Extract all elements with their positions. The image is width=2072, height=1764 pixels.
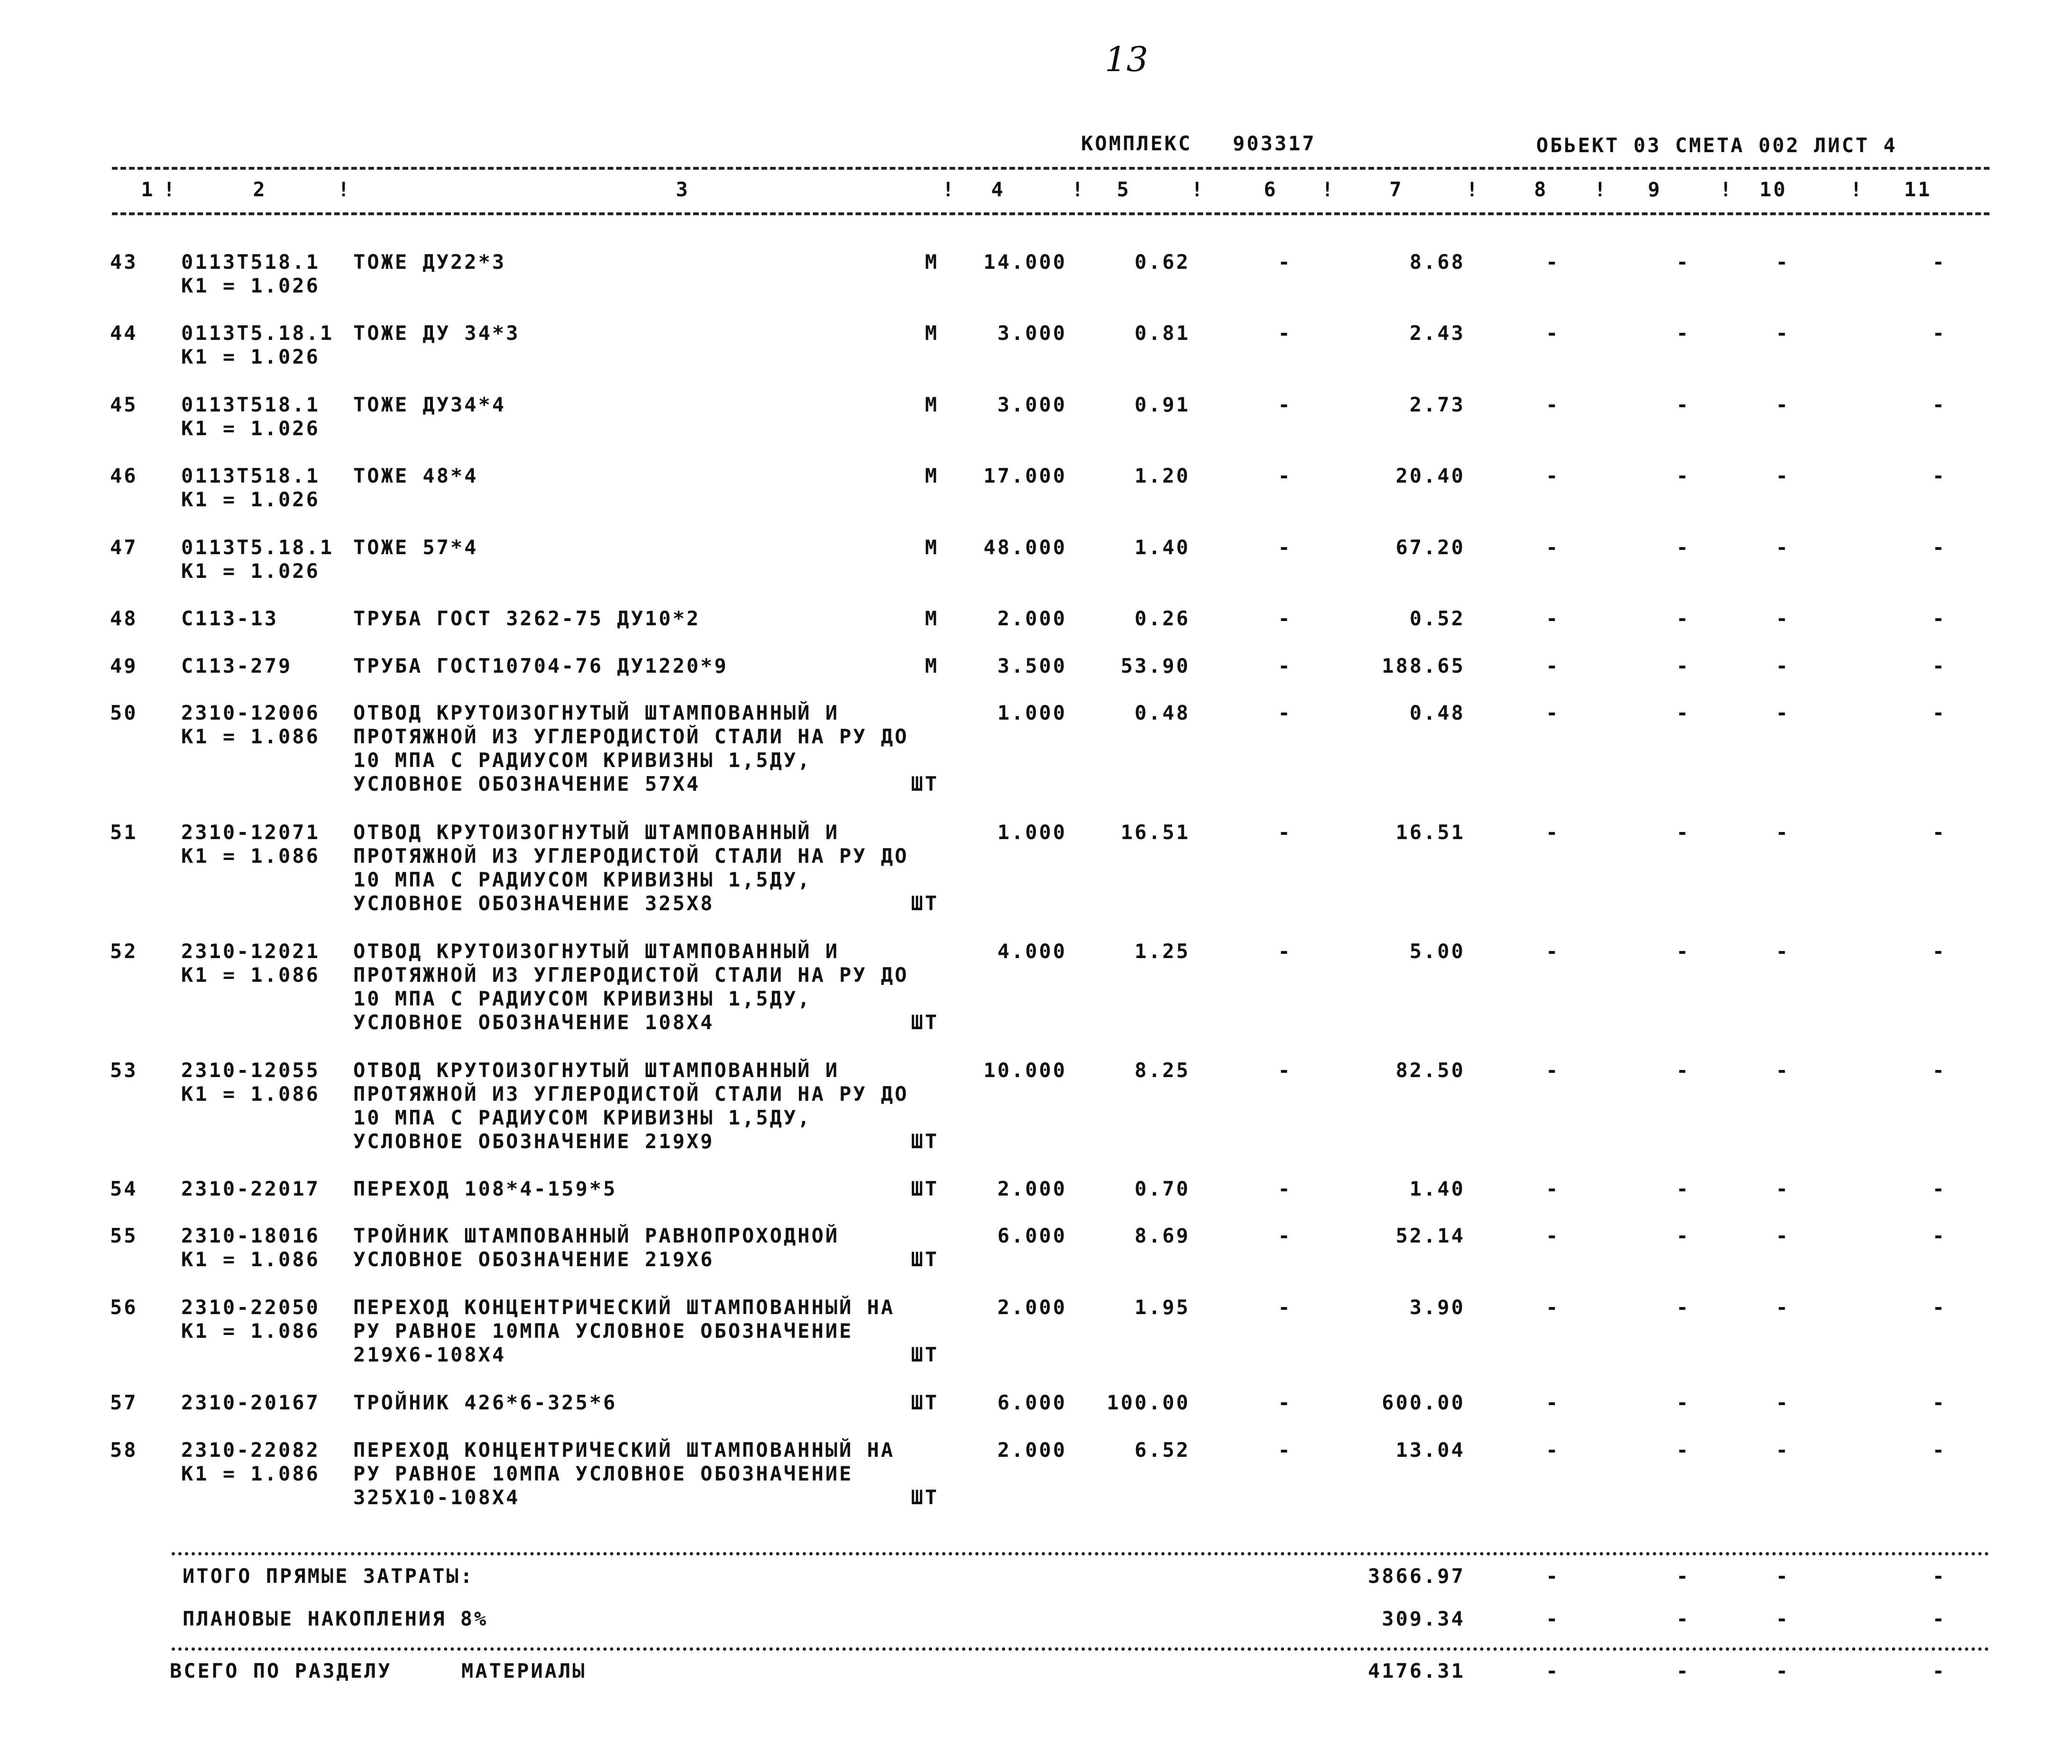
complex-number: 903317 — [1233, 132, 1316, 155]
row-number: 47 — [110, 536, 138, 559]
quantity: 6.000 — [997, 1391, 1067, 1414]
description-line: ПРОТЯЖНОЙ ИЗ УГЛЕРОДИСТОЙ СТАЛИ НА РУ ДО — [353, 1082, 909, 1106]
price-code: 2310-20167 — [181, 1391, 320, 1414]
column-separator: ! — [1191, 178, 1205, 201]
column-separator: ! — [1072, 178, 1086, 201]
unit-price: 0.91 — [1134, 393, 1190, 416]
col11-value: - — [1932, 940, 1946, 963]
coefficient: К1 = 1.086 — [181, 1319, 320, 1343]
col9-value: - — [1676, 1177, 1690, 1200]
column-number: 6 — [1264, 178, 1278, 201]
unit: М — [925, 654, 939, 677]
description-line: УСЛОВНОЕ ОБОЗНАЧЕНИЕ 219Х6 — [353, 1248, 715, 1271]
description-line: ОТВОД КРУТОИЗОГНУТЫЙ ШТАМПОВАННЫЙ И — [353, 821, 840, 844]
unit: ШТ — [911, 1486, 939, 1509]
row-number: 50 — [110, 701, 138, 724]
description-line: УСЛОВНОЕ ОБОЗНАЧЕНИЕ 108Х4 — [353, 1011, 715, 1034]
totals-value: 309.34 — [1382, 1607, 1465, 1630]
col8-value: - — [1546, 536, 1560, 559]
description-line: ПЕРЕХОД КОНЦЕНТРИЧЕСКИЙ ШТАМПОВАННЫЙ НА — [353, 1296, 895, 1319]
unit: М — [925, 321, 939, 345]
coefficient: К1 = 1.026 — [181, 345, 320, 368]
total-cost: 600.00 — [1382, 1391, 1465, 1414]
col10-value: - — [1776, 701, 1790, 724]
quantity: 1.000 — [997, 821, 1067, 844]
col11-value: - — [1932, 1177, 1946, 1200]
unit-price: 0.26 — [1134, 607, 1190, 630]
row-number: 44 — [110, 321, 138, 345]
col9-value: - — [1676, 1438, 1690, 1462]
quantity: 2.000 — [997, 1177, 1067, 1200]
unit-price: 53.90 — [1120, 654, 1190, 677]
unit: М — [925, 536, 939, 559]
coefficient: К1 = 1.086 — [181, 1462, 320, 1485]
column-number: 8 — [1534, 178, 1548, 201]
description-line: ПРОТЯЖНОЙ ИЗ УГЛЕРОДИСТОЙ СТАЛИ НА РУ ДО — [353, 963, 909, 987]
totals-label: ИТОГО ПРЯМЫЕ ЗАТРАТЫ: — [183, 1564, 475, 1588]
description-line: ТОЖЕ 57*4 — [353, 536, 478, 559]
description-line: 219Х6-108Х4 — [353, 1343, 506, 1366]
col6-value: - — [1278, 654, 1292, 677]
description-line: РУ РАВНОЕ 10МПА УСЛОВНОЕ ОБОЗНАЧЕНИЕ — [353, 1462, 853, 1485]
col11-value: - — [1932, 1391, 1946, 1414]
col10-value: - — [1776, 1659, 1790, 1682]
total-cost: 2.73 — [1409, 393, 1465, 416]
description-line: ОТВОД КРУТОИЗОГНУТЫЙ ШТАМПОВАННЫЙ И — [353, 940, 840, 963]
col10-value: - — [1776, 464, 1790, 487]
total-cost: 188.65 — [1382, 654, 1465, 677]
unit: ШТ — [911, 1248, 939, 1271]
col10-value: - — [1776, 250, 1790, 274]
total-cost: 5.00 — [1409, 940, 1465, 963]
coefficient: К1 = 1.086 — [181, 844, 320, 868]
col6-value: - — [1278, 250, 1292, 274]
description-line: ТРУБА ГОСТ10704-76 ДУ1220*9 — [353, 654, 728, 677]
quantity: 6.000 — [997, 1224, 1067, 1247]
total-cost: 0.48 — [1409, 701, 1465, 724]
price-code: 2310-12071 — [181, 821, 320, 844]
description-line: ОТВОД КРУТОИЗОГНУТЫЙ ШТАМПОВАННЫЙ И — [353, 701, 840, 724]
description-line: УСЛОВНОЕ ОБОЗНАЧЕНИЕ 57Х4 — [353, 772, 701, 795]
col6-value: - — [1278, 1224, 1292, 1247]
col11-value: - — [1932, 607, 1946, 630]
col9-value: - — [1676, 701, 1690, 724]
column-separator: ! — [163, 178, 177, 201]
coefficient: К1 = 1.086 — [181, 1082, 320, 1106]
col9-value: - — [1676, 1391, 1690, 1414]
description-line: ПРОТЯЖНОЙ ИЗ УГЛЕРОДИСТОЙ СТАЛИ НА РУ ДО — [353, 725, 909, 748]
price-code: 2310-22082 — [181, 1438, 320, 1462]
coefficient: К1 = 1.026 — [181, 417, 320, 440]
col8-value: - — [1546, 321, 1560, 345]
column-number: 7 — [1389, 178, 1403, 201]
column-number: 3 — [676, 178, 690, 201]
row-number: 45 — [110, 393, 138, 416]
price-code: 2310-22017 — [181, 1177, 320, 1200]
complex-label: КОМПЛЕКС — [1081, 132, 1192, 155]
unit-price: 0.48 — [1134, 701, 1190, 724]
col10-value: - — [1776, 536, 1790, 559]
unit-price: 0.62 — [1134, 250, 1190, 274]
col6-value: - — [1278, 607, 1292, 630]
quantity: 4.000 — [997, 940, 1067, 963]
col9-value: - — [1676, 654, 1690, 677]
price-code: 0113Т518.1 — [181, 250, 320, 274]
object-estimate-sheet: ОБЬЕКТ 03 СМЕТА 002 ЛИСТ 4 — [1536, 134, 1898, 157]
unit-price: 1.40 — [1134, 536, 1190, 559]
col11-value: - — [1932, 321, 1946, 345]
col9-value: - — [1676, 940, 1690, 963]
col11-value: - — [1932, 654, 1946, 677]
unit: М — [925, 393, 939, 416]
description-line: ТОЖЕ ДУ 34*3 — [353, 321, 520, 345]
description-line: УСЛОВНОЕ ОБОЗНАЧЕНИЕ 325Х8 — [353, 892, 715, 915]
col8-value: - — [1546, 654, 1560, 677]
col11-value: - — [1932, 1607, 1946, 1630]
totals-label: ВСЕГО ПО РАЗДЕЛУ МАТЕРИАЛЫ — [170, 1659, 587, 1682]
row-number: 43 — [110, 250, 138, 274]
totals-rule-top — [172, 1552, 1989, 1555]
col10-value: - — [1776, 1059, 1790, 1082]
unit: М — [925, 607, 939, 630]
description-line: 10 МПА С РАДИУСОМ КРИВИЗНЫ 1,5ДУ, — [353, 868, 812, 891]
price-code: 0113Т5.18.1 — [181, 321, 334, 345]
col11-value: - — [1932, 1438, 1946, 1462]
unit-price: 0.70 — [1134, 1177, 1190, 1200]
total-cost: 67.20 — [1395, 536, 1465, 559]
quantity: 2.000 — [997, 1438, 1067, 1462]
unit: М — [925, 464, 939, 487]
row-number: 56 — [110, 1296, 138, 1319]
column-number: 5 — [1117, 178, 1131, 201]
quantity: 17.000 — [983, 464, 1067, 487]
col9-value: - — [1676, 464, 1690, 487]
coefficient: К1 = 1.026 — [181, 488, 320, 511]
row-number: 53 — [110, 1059, 138, 1082]
price-code: С113-279 — [181, 654, 293, 677]
col9-value: - — [1676, 1224, 1690, 1247]
price-code: 0113Т518.1 — [181, 464, 320, 487]
col10-value: - — [1776, 607, 1790, 630]
row-number: 55 — [110, 1224, 138, 1247]
header-rule-top — [112, 167, 1989, 170]
column-number: 9 — [1648, 178, 1662, 201]
col6-value: - — [1278, 536, 1292, 559]
page-number: 13 — [1105, 39, 1148, 79]
unit-price: 8.69 — [1134, 1224, 1190, 1247]
col9-value: - — [1676, 607, 1690, 630]
col9-value: - — [1676, 1659, 1690, 1682]
total-cost: 82.50 — [1395, 1059, 1465, 1082]
price-code: 0113Т5.18.1 — [181, 536, 334, 559]
description-line: ОТВОД КРУТОИЗОГНУТЫЙ ШТАМПОВАННЫЙ И — [353, 1059, 840, 1082]
quantity: 2.000 — [997, 1296, 1067, 1319]
col11-value: - — [1932, 250, 1946, 274]
unit: ШТ — [911, 1130, 939, 1153]
col8-value: - — [1546, 1607, 1560, 1630]
col6-value: - — [1278, 1438, 1292, 1462]
column-separator: ! — [942, 178, 956, 201]
column-number: 1 — [141, 178, 155, 201]
col6-value: - — [1278, 701, 1292, 724]
description-line: РУ РАВНОЕ 10МПА УСЛОВНОЕ ОБОЗНАЧЕНИЕ — [353, 1319, 853, 1343]
quantity: 3.500 — [997, 654, 1067, 677]
total-cost: 0.52 — [1409, 607, 1465, 630]
col8-value: - — [1546, 607, 1560, 630]
col9-value: - — [1676, 1564, 1690, 1588]
unit-price: 6.52 — [1134, 1438, 1190, 1462]
unit: ШТ — [911, 1177, 939, 1200]
price-code: 2310-12021 — [181, 940, 320, 963]
quantity: 3.000 — [997, 393, 1067, 416]
col6-value: - — [1278, 321, 1292, 345]
unit-price: 16.51 — [1120, 821, 1190, 844]
col11-value: - — [1932, 1659, 1946, 1682]
col8-value: - — [1546, 1177, 1560, 1200]
col10-value: - — [1776, 1564, 1790, 1588]
col6-value: - — [1278, 1059, 1292, 1082]
column-separator: ! — [1466, 178, 1480, 201]
col6-value: - — [1278, 464, 1292, 487]
totals-value: 4176.31 — [1367, 1659, 1465, 1682]
col6-value: - — [1278, 1296, 1292, 1319]
row-number: 52 — [110, 940, 138, 963]
column-number: 11 — [1904, 178, 1932, 201]
unit: ШТ — [911, 1343, 939, 1366]
unit-price: 8.25 — [1134, 1059, 1190, 1082]
col11-value: - — [1932, 464, 1946, 487]
col8-value: - — [1546, 821, 1560, 844]
description-line: УСЛОВНОЕ ОБОЗНАЧЕНИЕ 219Х9 — [353, 1130, 715, 1153]
col6-value: - — [1278, 393, 1292, 416]
header-rule-bottom — [112, 212, 1989, 215]
col10-value: - — [1776, 1177, 1790, 1200]
column-separator: ! — [1850, 178, 1864, 201]
col10-value: - — [1776, 393, 1790, 416]
coefficient: К1 = 1.026 — [181, 559, 320, 583]
total-cost: 52.14 — [1395, 1224, 1465, 1247]
col9-value: - — [1676, 393, 1690, 416]
total-cost: 3.90 — [1409, 1296, 1465, 1319]
row-number: 48 — [110, 607, 138, 630]
row-number: 49 — [110, 654, 138, 677]
row-number: 51 — [110, 821, 138, 844]
col10-value: - — [1776, 1224, 1790, 1247]
col9-value: - — [1676, 821, 1690, 844]
col9-value: - — [1676, 1059, 1690, 1082]
column-separator: ! — [1321, 178, 1336, 201]
col11-value: - — [1932, 1564, 1946, 1588]
col8-value: - — [1546, 464, 1560, 487]
col9-value: - — [1676, 250, 1690, 274]
col6-value: - — [1278, 821, 1292, 844]
row-number: 46 — [110, 464, 138, 487]
col8-value: - — [1546, 393, 1560, 416]
col8-value: - — [1546, 250, 1560, 274]
price-code: 2310-18016 — [181, 1224, 320, 1247]
total-cost: 8.68 — [1409, 250, 1465, 274]
description-line: ТОЖЕ 48*4 — [353, 464, 478, 487]
unit: М — [925, 250, 939, 274]
col11-value: - — [1932, 701, 1946, 724]
column-number-row — [0, 178, 2072, 201]
col10-value: - — [1776, 821, 1790, 844]
price-code: 2310-22050 — [181, 1296, 320, 1319]
col8-value: - — [1546, 940, 1560, 963]
description-line: ПРОТЯЖНОЙ ИЗ УГЛЕРОДИСТОЙ СТАЛИ НА РУ ДО — [353, 844, 909, 868]
total-cost: 1.40 — [1409, 1177, 1465, 1200]
col11-value: - — [1932, 821, 1946, 844]
row-number: 58 — [110, 1438, 138, 1462]
col10-value: - — [1776, 654, 1790, 677]
price-code: С113-13 — [181, 607, 279, 630]
column-number: 2 — [253, 178, 267, 201]
coefficient: К1 = 1.026 — [181, 274, 320, 297]
col6-value: - — [1278, 940, 1292, 963]
quantity: 1.000 — [997, 701, 1067, 724]
col9-value: - — [1676, 1607, 1690, 1630]
col9-value: - — [1676, 1296, 1690, 1319]
col10-value: - — [1776, 1438, 1790, 1462]
totals-rule-bottom — [172, 1647, 1989, 1651]
col8-value: - — [1546, 701, 1560, 724]
description-line: ПЕРЕХОД КОНЦЕНТРИЧЕСКИЙ ШТАМПОВАННЫЙ НА — [353, 1438, 895, 1462]
col8-value: - — [1546, 1296, 1560, 1319]
col10-value: - — [1776, 1607, 1790, 1630]
col8-value: - — [1546, 1391, 1560, 1414]
quantity: 2.000 — [997, 607, 1067, 630]
col8-value: - — [1546, 1438, 1560, 1462]
totals-value: 3866.97 — [1367, 1564, 1465, 1588]
col8-value: - — [1546, 1059, 1560, 1082]
description-line: ТОЖЕ ДУ34*4 — [353, 393, 506, 416]
quantity: 10.000 — [983, 1059, 1067, 1082]
unit: ШТ — [911, 1391, 939, 1414]
price-code: 2310-12006 — [181, 701, 320, 724]
description-line: ПЕРЕХОД 108*4-159*5 — [353, 1177, 617, 1200]
col11-value: - — [1932, 1224, 1946, 1247]
col10-value: - — [1776, 1391, 1790, 1414]
col11-value: - — [1932, 1296, 1946, 1319]
description-line: ТОЖЕ ДУ22*3 — [353, 250, 506, 274]
coefficient: К1 = 1.086 — [181, 963, 320, 987]
column-separator: ! — [338, 178, 352, 201]
col11-value: - — [1932, 393, 1946, 416]
total-cost: 20.40 — [1395, 464, 1465, 487]
coefficient: К1 = 1.086 — [181, 1248, 320, 1271]
unit-price: 0.81 — [1134, 321, 1190, 345]
col9-value: - — [1676, 536, 1690, 559]
col8-value: - — [1546, 1564, 1560, 1588]
total-cost: 16.51 — [1395, 821, 1465, 844]
col6-value: - — [1278, 1391, 1292, 1414]
unit: ШТ — [911, 892, 939, 915]
col8-value: - — [1546, 1224, 1560, 1247]
col10-value: - — [1776, 1296, 1790, 1319]
col8-value: - — [1546, 1659, 1560, 1682]
quantity: 3.000 — [997, 321, 1067, 345]
unit-price: 1.20 — [1134, 464, 1190, 487]
description-line: 325Х10-108Х4 — [353, 1486, 520, 1509]
row-number: 54 — [110, 1177, 138, 1200]
column-number: 4 — [991, 178, 1005, 201]
quantity: 48.000 — [983, 536, 1067, 559]
description-line: 10 МПА С РАДИУСОМ КРИВИЗНЫ 1,5ДУ, — [353, 987, 812, 1010]
col6-value: - — [1278, 1177, 1292, 1200]
row-number: 57 — [110, 1391, 138, 1414]
description-line: 10 МПА С РАДИУСОМ КРИВИЗНЫ 1,5ДУ, — [353, 749, 812, 772]
unit-price: 1.25 — [1134, 940, 1190, 963]
description-line: ТРОЙНИК 426*6-325*6 — [353, 1391, 617, 1414]
price-code: 2310-12055 — [181, 1059, 320, 1082]
unit: ШТ — [911, 772, 939, 795]
unit-price: 1.95 — [1134, 1296, 1190, 1319]
column-number: 10 — [1759, 178, 1788, 201]
description-line: ТРУБА ГОСТ 3262-75 ДУ10*2 — [353, 607, 701, 630]
price-code: 0113Т518.1 — [181, 393, 320, 416]
quantity: 14.000 — [983, 250, 1067, 274]
column-separator: ! — [1594, 178, 1608, 201]
column-separator: ! — [1720, 178, 1734, 201]
unit-price: 100.00 — [1107, 1391, 1190, 1414]
description-line: ТРОЙНИК ШТАМПОВАННЫЙ РАВНОПРОХОДНОЙ — [353, 1224, 840, 1247]
total-cost: 13.04 — [1395, 1438, 1465, 1462]
total-cost: 2.43 — [1409, 321, 1465, 345]
col10-value: - — [1776, 940, 1790, 963]
description-line: 10 МПА С РАДИУСОМ КРИВИЗНЫ 1,5ДУ, — [353, 1106, 812, 1129]
coefficient: К1 = 1.086 — [181, 725, 320, 748]
col9-value: - — [1676, 321, 1690, 345]
col11-value: - — [1932, 1059, 1946, 1082]
unit: ШТ — [911, 1011, 939, 1034]
totals-label: ПЛАНОВЫЕ НАКОПЛЕНИЯ 8% — [183, 1607, 488, 1630]
col10-value: - — [1776, 321, 1790, 345]
col11-value: - — [1932, 536, 1946, 559]
